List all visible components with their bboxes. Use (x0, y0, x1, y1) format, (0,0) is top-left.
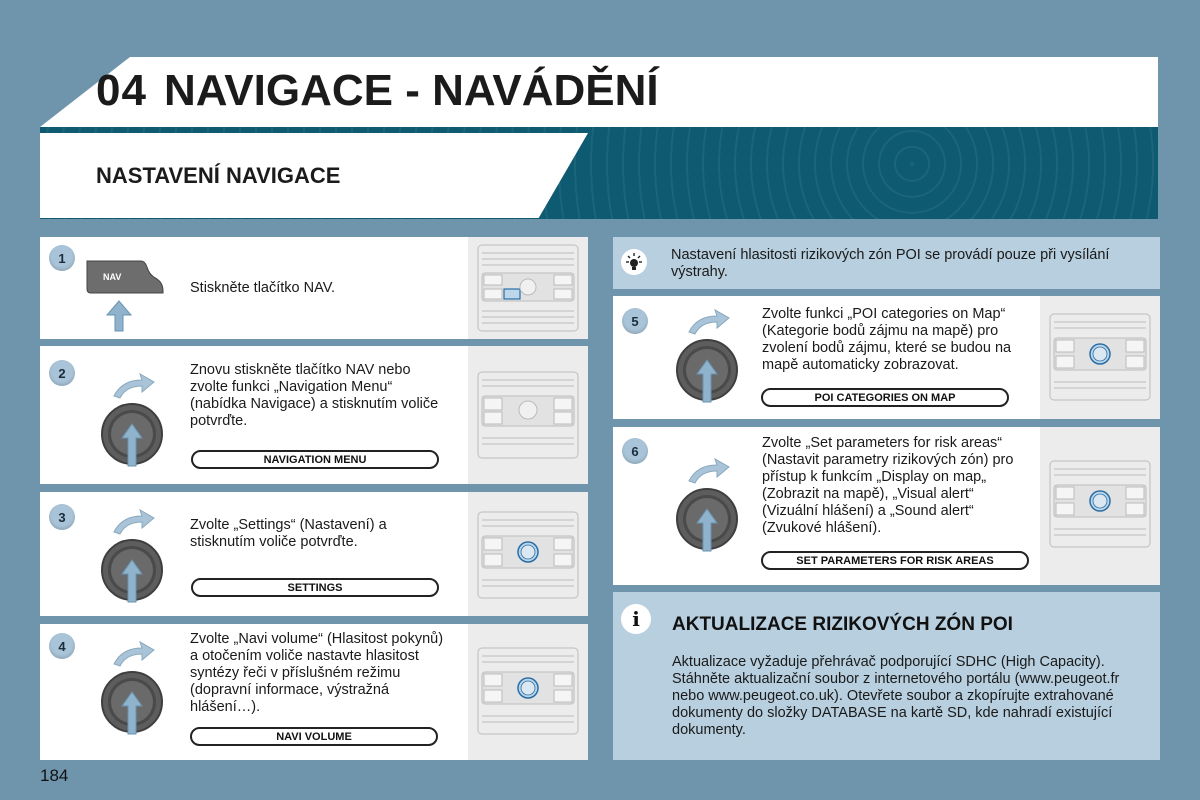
dial-knob-illustration (673, 304, 743, 404)
chapter-number: 04 (96, 66, 147, 115)
control-panel-image (468, 237, 588, 339)
info-title: AKTUALIZACE RIZIKOVÝCH ZÓN POI (672, 614, 1013, 635)
tip-text: Nastavení hlasitosti rizikových zón POI se provádí pouze při vysílání výstrahy. (671, 247, 1110, 280)
control-panel-image (1040, 427, 1160, 585)
lightbulb-icon (621, 249, 647, 275)
settings-label: SETTINGS (191, 578, 439, 597)
step-text: Stiskněte tlačítko NAV. (190, 280, 336, 296)
step-3 (40, 492, 588, 616)
step-text: Zvolte funkci „POI categories on Map“ (Kategorie bodů zájmu na mapě) pro zvolení bodů zájmu, které se budou na mapě automaticky zobrazovat. (762, 306, 1012, 373)
step-number-badge: 5 (622, 308, 648, 334)
dial-knob-illustration (98, 368, 168, 468)
step-6 (613, 427, 1160, 585)
step-text: Zvolte „Navi volume“ (Hlasitost pokynů) a otočením voliče nastavte hlasitost syntézy řeči v příslušném režimu (dopravní informace, výstražná hlášení…). (190, 631, 444, 715)
step-text: Zvolte „Set parameters for risk areas“ (Nastavit parametry rizikových zón) pro přístup k funkcím „Display on map„ (Zobrazit na mapě), „Visual alert“ (Vizuální hlášení) a „Sound alert“ (Zvukové hlášení). (762, 435, 1014, 536)
chapter-title: NAVIGACE - NAVÁDĚNÍ (164, 66, 659, 115)
dial-knob-illustration (98, 504, 168, 604)
step-number-badge: 3 (49, 504, 75, 530)
step-number-badge: 2 (49, 360, 75, 386)
poi-categories-label: POI CATEGORIES ON MAP (761, 388, 1009, 407)
step-number-badge: 4 (49, 633, 75, 659)
control-panel-illustration (468, 237, 588, 339)
step-2 (40, 346, 588, 484)
step-number-badge: 6 (622, 438, 648, 464)
page-number: 184 (40, 766, 69, 785)
step-number-badge: 1 (49, 245, 75, 271)
control-panel-image (1040, 296, 1160, 419)
navigation-menu-label: NAVIGATION MENU (191, 450, 439, 469)
nav-button-illustration (85, 255, 175, 333)
dial-knob-illustration (98, 636, 168, 736)
step-5 (613, 296, 1160, 419)
set-parameters-label: SET PARAMETERS FOR RISK AREAS (761, 551, 1029, 570)
nav-button-label: NAV (103, 272, 122, 282)
step-4 (40, 624, 588, 760)
dial-knob-illustration (673, 453, 743, 553)
step-text: Znovu stiskněte tlačítko NAV nebo zvolte funkci „Navigation Menu“ (nabídka Navigace) a stisknutím voliče potvrďte. (190, 362, 439, 429)
info-body: Aktualizace vyžaduje přehrávač podporující SDHC (High Capacity). Stáhněte aktualizační soubor z internetového portálu (www.peugeot.fr nebo www.peugeot.co.uk). Otevřete soubor a zkopírujte extrahované dokumenty do složky DATABASE na kartě SD, kde nahradí existující dokumenty. (672, 654, 1120, 738)
section-title: NASTAVENÍ NAVIGACE (96, 163, 341, 188)
navi-volume-label: NAVI VOLUME (190, 727, 438, 746)
step-text: Zvolte „Settings“ (Nastavení) a stisknutím voliče potvrďte. (190, 517, 387, 550)
step-1 (40, 237, 588, 339)
control-panel-image (468, 624, 588, 760)
info-icon: i (621, 604, 651, 634)
control-panel-image (468, 492, 588, 616)
control-panel-image (468, 346, 588, 484)
